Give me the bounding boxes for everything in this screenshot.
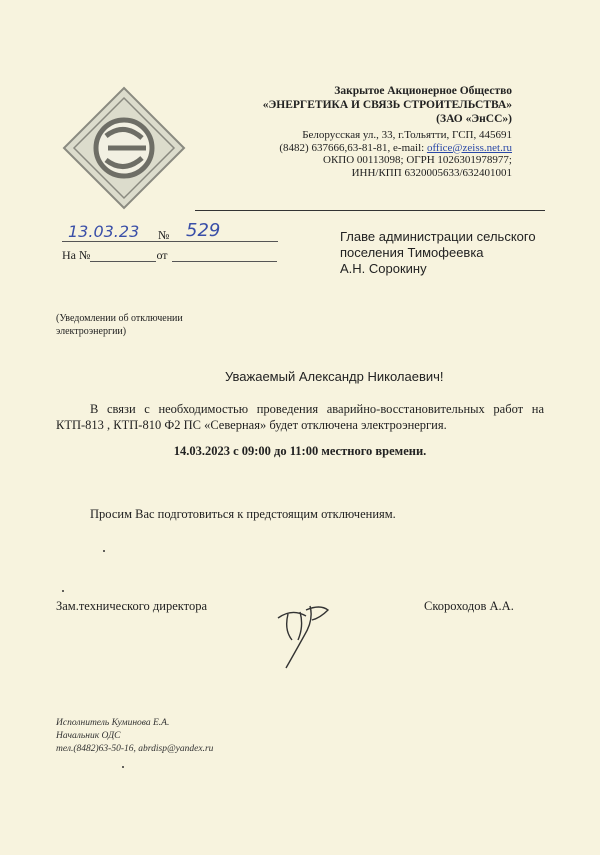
executor-block [56,717,296,756]
reply-from-label: от [156,248,168,262]
outage-time: 14.03.2023 с 09:00 до 11:00 местного времени. [173,444,427,458]
organization-name [210,84,512,126]
org-line-2: «ЭНЕРГЕТИКА И СВЯЗЬ СТРОИТЕЛЬСТВА» [262,99,512,111]
addressee-block [340,229,560,277]
organization-address [230,129,512,179]
company-logo [62,86,186,210]
addressee-line-2: поселения Тимофеевка [340,245,484,260]
addressee-line-3: А.Н. Сорокину [340,261,427,276]
inn-line: ИНН/КПП 6320005633/632401001 [351,166,512,179]
org-line-3: (ЗАО «ЭнСС») [436,113,512,125]
subject-block [56,312,236,338]
contact-line [230,142,512,155]
email-link[interactable]: office@zeiss.net.ru [426,141,512,154]
header-divider [195,210,545,211]
letter-date: 13.03.23 [68,222,140,241]
request-paragraph: Просим Вас подготовиться к предстоящим отключениям. [90,507,396,521]
executor-contact: тел.(8482)63-50-16, abrdisp@yandex.ru [56,744,214,754]
signer-position: Зам.технического директора [56,599,207,613]
scan-mark [62,590,64,592]
subject-line-2: электроэнергии) [56,326,127,337]
address-line: Белорусская ул., 33, г.Тольятти, ГСП, 445691 [302,129,512,141]
executor-title: Начальник ОДС [56,731,121,741]
reply-date-underline [172,261,277,262]
org-line-1: Закрытое Акционерное Общество [334,85,512,97]
signer-name: Скороходов А.А. [424,599,514,613]
executor-name: Исполнитель Куминова Е.А. [56,718,170,728]
subject-line-1: (Уведомлении об отключении [56,313,183,324]
scan-mark [103,550,105,552]
body-paragraph: В связи с необходимостью проведения аварийно-восстановительных работ на КТП-813 , КТП-810 Ф2 ПС «Северная» будет отключена электроэнергия. [56,402,544,432]
addressee-line-1: Главе администрации сельского [340,229,536,244]
phones-text: (8482) 637666,63-81-81, e-mail: [279,141,427,154]
letter-number: 529 [186,220,221,241]
number-sign: № [158,228,170,242]
reply-number-underline [90,261,156,262]
scan-mark [122,766,124,768]
greeting: Уважаемый Александр Николаевич! [225,369,444,384]
reply-number-label: На № [62,248,91,262]
handwritten-signature [270,596,340,672]
okpo-line: ОКПО 00113098; ОГРН 1026301978977; [323,154,512,166]
date-number-underline [62,241,278,242]
